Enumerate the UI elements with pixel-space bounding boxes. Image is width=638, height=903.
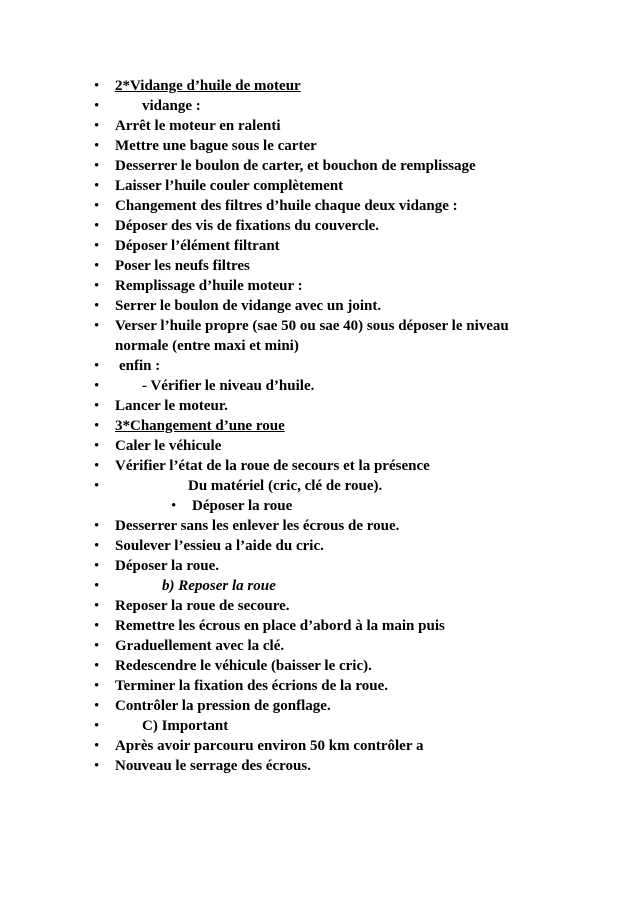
list-item xyxy=(0,436,638,456)
bullet: • xyxy=(94,378,100,394)
list-item xyxy=(0,736,638,756)
item-text: Changement des filtres d’huile chaque deux vidange : xyxy=(115,198,458,214)
bullet: • xyxy=(94,398,100,414)
list-item xyxy=(0,636,638,656)
item-text: Nouveau le serrage des écrous. xyxy=(115,758,311,774)
item-text: Vérifier l’état de la roue de secours et la présence xyxy=(115,458,430,474)
subheading-remove-wheel: Déposer la roue xyxy=(192,498,293,514)
item-text: Déposer l’élément filtrant xyxy=(115,238,280,254)
bullet: • xyxy=(94,658,100,674)
list-item xyxy=(0,396,638,416)
list-item xyxy=(0,156,638,176)
list-item xyxy=(0,356,638,376)
item-text: Remplissage d’huile moteur : xyxy=(115,278,303,294)
bullet: • xyxy=(94,138,100,154)
list-item xyxy=(0,176,638,196)
bullet: • xyxy=(94,438,100,454)
bullet: • xyxy=(94,418,100,434)
bullet: • xyxy=(94,718,100,734)
subheading-important: C) Important xyxy=(142,718,229,734)
item-text: Desserrer sans les enlever les écrous de roue. xyxy=(115,518,400,534)
item-text: Redescendre le véhicule (baisser le cric). xyxy=(115,658,372,674)
bullet: • xyxy=(94,158,100,174)
list-item xyxy=(0,556,638,576)
list-item xyxy=(0,76,638,96)
list-item xyxy=(0,236,638,256)
item-text: Lancer le moteur. xyxy=(115,398,228,414)
list-item xyxy=(0,96,638,116)
list-item xyxy=(0,596,638,616)
list-item xyxy=(0,536,638,556)
list-item xyxy=(0,316,638,356)
list-item xyxy=(0,496,638,516)
item-text: Caler le véhicule xyxy=(115,438,222,454)
item-text: enfin : xyxy=(119,358,161,374)
list-item xyxy=(0,416,638,436)
list-item xyxy=(0,616,638,636)
bullet: • xyxy=(94,298,100,314)
item-text: Déposer la roue. xyxy=(115,558,220,574)
bullet: • xyxy=(94,738,100,754)
instruction-list xyxy=(0,76,638,776)
item-text: Contrôler la pression de gonflage. xyxy=(115,698,331,714)
list-item xyxy=(0,276,638,296)
subheading-refit-wheel: b) Reposer la roue xyxy=(162,578,276,594)
section-heading-oil-change: 2*Vidange d’huile de moteur xyxy=(115,78,301,94)
item-text: Poser les neufs filtres xyxy=(115,258,250,274)
item-text: Reposer la roue de secoure. xyxy=(115,598,290,614)
bullet: • xyxy=(94,698,100,714)
item-text: Terminer la fixation des écrions de la roue. xyxy=(115,678,389,694)
list-item xyxy=(0,376,638,396)
bullet: • xyxy=(94,78,100,94)
list-item xyxy=(0,116,638,136)
bullet: • xyxy=(94,578,100,594)
list-item xyxy=(0,476,638,496)
item-text: Arrêt le moteur en ralenti xyxy=(115,118,281,134)
bullet: • xyxy=(94,678,100,694)
bullet: • xyxy=(94,458,100,474)
list-item xyxy=(0,576,638,596)
bullet: • xyxy=(94,558,100,574)
bullet: • xyxy=(94,638,100,654)
list-item xyxy=(0,516,638,536)
bullet: • xyxy=(94,538,100,554)
bullet: • xyxy=(94,358,100,374)
item-text: Graduellement avec la clé. xyxy=(115,638,285,654)
item-text: Remettre les écrous en place d’abord à la main puis xyxy=(115,618,445,634)
bullet: • xyxy=(94,478,100,494)
bullet: • xyxy=(94,198,100,214)
item-text: Serrer le boulon de vidange avec un joint. xyxy=(115,298,382,314)
item-text: Laisser l’huile couler complètement xyxy=(115,178,344,194)
bullet: • xyxy=(94,318,100,334)
bullet: • xyxy=(171,498,177,514)
bullet: • xyxy=(94,518,100,534)
item-text: Déposer des vis de fixations du couvercle. xyxy=(115,218,380,234)
item-text: Verser l’huile propre (sae 50 ou sae 40) sous déposer le niveau normale (entre maxi et mini) xyxy=(115,318,509,354)
bullet: • xyxy=(94,758,100,774)
list-item xyxy=(0,456,638,476)
item-text: Du matériel (cric, clé de roue). xyxy=(188,478,383,494)
list-item xyxy=(0,196,638,216)
bullet: • xyxy=(94,178,100,194)
list-item xyxy=(0,716,638,736)
bullet: • xyxy=(94,278,100,294)
bullet: • xyxy=(94,118,100,134)
bullet: • xyxy=(94,218,100,234)
item-text: Desserrer le boulon de carter, et bouchon de remplissage xyxy=(115,158,476,174)
bullet: • xyxy=(94,258,100,274)
bullet: • xyxy=(94,618,100,634)
section-heading-wheel-change: 3*Changement d’une roue xyxy=(115,418,285,434)
item-text: Après avoir parcouru environ 50 km contrôler a xyxy=(115,738,424,754)
bullet: • xyxy=(94,598,100,614)
list-item xyxy=(0,296,638,316)
item-text: - Vérifier le niveau d’huile. xyxy=(142,378,315,394)
list-item xyxy=(0,656,638,676)
list-item xyxy=(0,256,638,276)
item-text: vidange : xyxy=(142,98,201,114)
list-item xyxy=(0,216,638,236)
item-text: Mettre une bague sous le carter xyxy=(115,138,317,154)
bullet: • xyxy=(94,238,100,254)
list-item xyxy=(0,756,638,776)
bullet: • xyxy=(94,98,100,114)
list-item xyxy=(0,136,638,156)
list-item xyxy=(0,696,638,716)
list-item xyxy=(0,676,638,696)
item-text: Soulever l’essieu a l’aide du cric. xyxy=(115,538,324,554)
